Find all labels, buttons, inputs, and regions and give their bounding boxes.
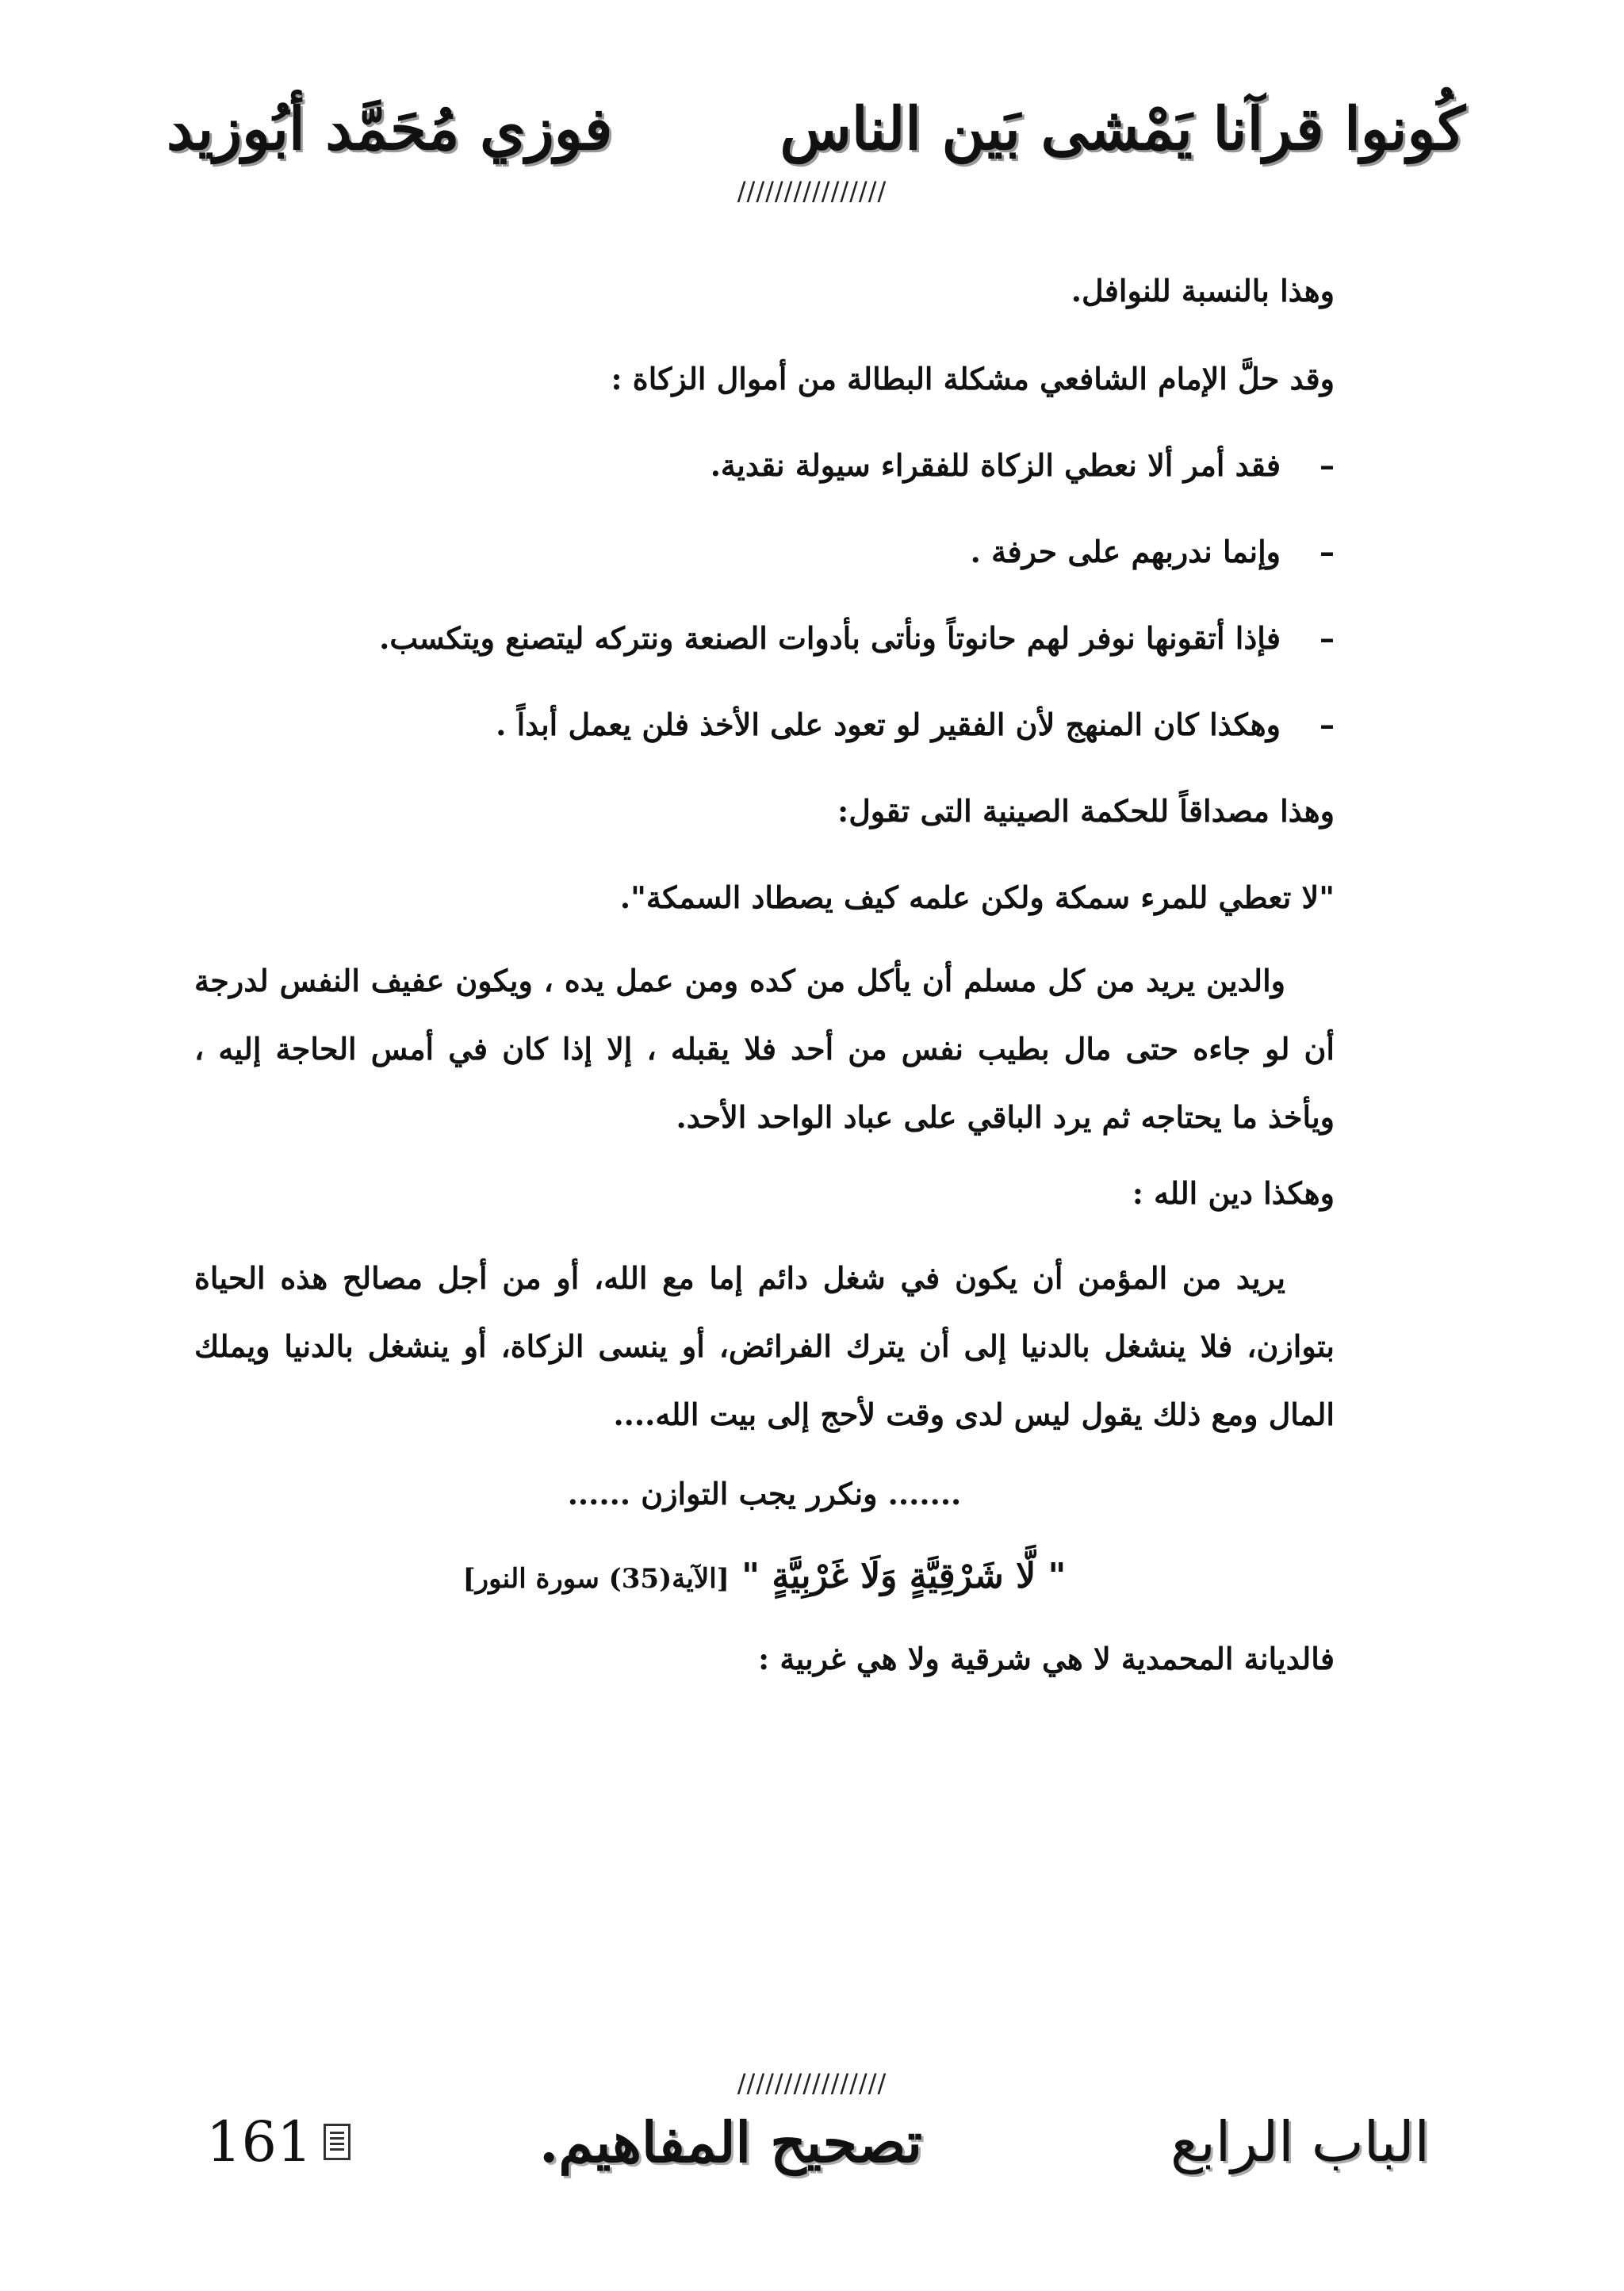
quote-line: "لا تعطي للمرء سمكة ولكن علمه كيف يصطاد السمكة". [619, 879, 1335, 915]
bullet-item [194, 707, 1335, 742]
text-line: وهكذا دين الله : [1132, 1175, 1335, 1211]
bullet-item [194, 534, 1335, 569]
bullet-dash: – [1320, 707, 1335, 742]
book-title: كُونوا قرآنا يَمْشى بَين الناس [779, 95, 1465, 163]
bullet-dash: – [1320, 447, 1335, 483]
bullet-dash: – [1320, 620, 1335, 656]
text-line: فالديانة المحمدية لا هي شرقية ولا هي غربية : [758, 1641, 1335, 1676]
bullet-text: فإذا أتقونها نوفر لهم حانوتاً ونأتى بأدوات الصنعة ونتركه ليتصنع ويتكسب. [379, 620, 1281, 656]
bullet-item [194, 620, 1335, 656]
footer-separator: //////////////// [737, 2068, 887, 2098]
text-line: وهذا مصداقاً للحكمة الصينية التى تقول: [837, 793, 1335, 829]
bullet-text: وإنما ندربهم على حرفة . [970, 534, 1281, 569]
chapter-label: الباب الرابع [1170, 2109, 1430, 2174]
verse-text: " لَّا شَرْقِيَّةٍ وَلَا غَرْبِيَّةٍ " [741, 1556, 1067, 1596]
bullet-text: وهكذا كان المنهج لأن الفقير لو تعود على الأخذ فلن يعمل أبداً . [496, 707, 1281, 742]
bullet-text: فقد أمر ألا نعطي الزكاة للفقراء سيولة نقدية. [710, 447, 1281, 483]
page-body [194, 254, 1335, 1676]
verse-reference: [الآية(35) سورة النور] [462, 1563, 730, 1595]
chapter-subject: تصحيح المفاهيم. [538, 2109, 922, 2175]
page-footer [206, 2109, 1430, 2197]
bullet-dash: – [1320, 534, 1335, 569]
page-number: 161 [206, 2109, 312, 2174]
text-line: وهذا بالنسبة للنوافل. [1071, 273, 1335, 308]
text-line: وقد حلَّ الإمام الشافعي مشكلة البطالة من أموال الزكاة : [611, 361, 1335, 397]
bullet-item [194, 447, 1335, 483]
quran-verse [194, 1556, 1335, 1596]
centered-line: ....... ونكرر يجب التوازن ...... [567, 1476, 962, 1511]
header-separator: //////////////// [737, 176, 887, 206]
paragraph: والدين يريد من كل مسلم أن يأكل من كده ومن عمل يده ، ويكون عفيف النفس لدرجة أن لو جاءه حتى مال بطيب نفس من أحد فلا يقبله ، إلا إذا كان في أمس الحاجة إليه ، ويأخذ ما يحتاجه ثم يرد الباقي على عباد الواحد الأحد. [194, 963, 1335, 1135]
author-name: فوزي مُحَمَّد أبُوزيد [167, 95, 613, 163]
paragraph: يريد من المؤمن أن يكون في شغل دائم إما مع الله، أو من أجل مصالح هذه الحياة بتوازن، فلا ينشغل بالدنيا إلى أن يترك الفرائض، أو ينسى الزكاة، أو ينشغل بالدنيا ويملك المال ومع ذلك يقول ليس لدى وقت لأحج إلى بيت الله.... [194, 1260, 1335, 1432]
page-number-group [206, 2109, 350, 2174]
document-lines-icon [324, 2124, 350, 2160]
